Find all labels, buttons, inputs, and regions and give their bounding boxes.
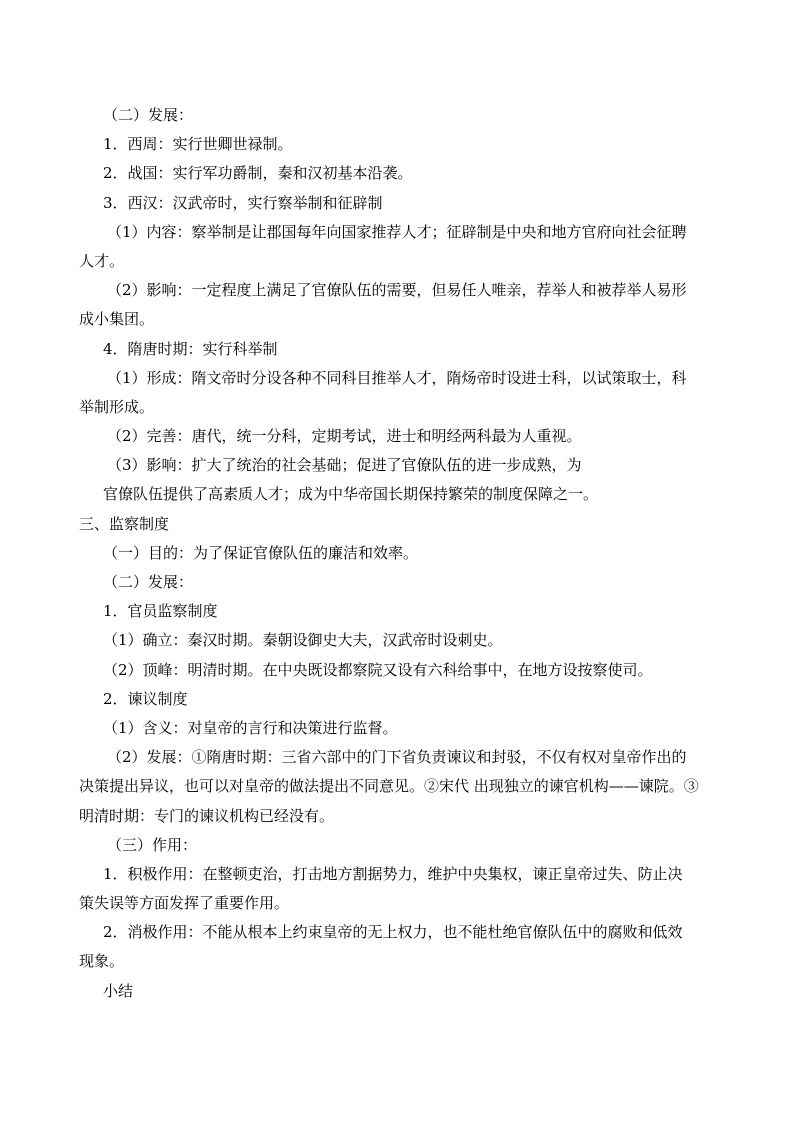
paragraph-line: （3）影响：扩大了统治的社会基础；促进了官僚队伍的进一步成熟，为 bbox=[107, 456, 582, 475]
paragraph-line: 决策提出异议，也可以对皇帝的做法提出不同意见。②宋代 出现独立的谏官机构——谏院。③ bbox=[79, 777, 699, 796]
paragraph-line: 策失误等方面发挥了重要作用。 bbox=[79, 894, 290, 913]
paragraph-line: （2）顶峰：明清时期。在中央既设都察院又设有六科给事中，在地方设按察使司。 bbox=[103, 660, 653, 679]
subsection-heading: （三）作用： bbox=[107, 835, 198, 854]
paragraph-line: （2）完善：唐代，统一分科，定期考试，进士和明经两科最为人重视。 bbox=[107, 427, 582, 446]
section-heading-development: （二）发展： bbox=[103, 106, 194, 124]
paragraph-line: 成小集团。 bbox=[79, 310, 155, 329]
list-item: 3．西汉：汉武帝时，实行察举制和征辟制 bbox=[103, 193, 383, 212]
paragraph-line: 举制形成。 bbox=[79, 397, 155, 416]
section-heading-supervision: 三、监察制度 bbox=[79, 514, 170, 533]
list-item: 1．官员监察制度 bbox=[103, 602, 218, 621]
paragraph-line: 明清时期：专门的谏议机构已经没有。 bbox=[79, 806, 335, 825]
list-item: 1．西周：实行世卿世禄制。 bbox=[103, 135, 293, 154]
paragraph-line: （1）形成：隋文帝时分设各种不同科目推举人才，隋炀帝时设进士科，以试策取士，科 bbox=[107, 368, 687, 387]
subsection-heading: （一）目的：为了保证官僚队伍的廉洁和效率。 bbox=[103, 543, 419, 562]
paragraph-line: （1）含义：对皇帝的言行和决策进行监督。 bbox=[103, 718, 398, 737]
paragraph-line: （1）确立：秦汉时期。秦朝设御史大夫，汉武帝时设刺史。 bbox=[103, 631, 503, 650]
list-item: 2．谏议制度 bbox=[103, 689, 188, 708]
paragraph-line: （1）内容：察举制是让郡国每年向国家推荐人才；征辟制是中央和地方官府向社会征聘 bbox=[107, 222, 687, 241]
paragraph-line: 现象。 bbox=[79, 952, 125, 971]
paragraph-line: 人才。 bbox=[79, 251, 125, 270]
summary-heading: 小结 bbox=[103, 981, 134, 1000]
paragraph-line: （2）发展：①隋唐时期：三省六部中的门下省负责谏议和封驳，不仅有权对皇帝作出的 bbox=[107, 748, 687, 767]
document-body bbox=[79, 101, 729, 1006]
list-item: 1．积极作用：在整顿吏治，打击地方割据势力，维护中央集权，谏正皇帝过失、防止决 bbox=[103, 864, 683, 883]
list-item: 4．隋唐时期：实行科举制 bbox=[103, 339, 278, 358]
list-item: 2．战国：实行军功爵制，秦和汉初基本沿袭。 bbox=[103, 164, 413, 183]
paragraph-line: 官僚队伍提供了高素质人才；成为中华帝国长期保持繁荣的制度保障之一。 bbox=[103, 485, 599, 504]
subsection-heading: （二）发展： bbox=[103, 573, 194, 591]
list-item: 2．消极作用：不能从根本上约束皇帝的无上权力，也不能杜绝官僚队伍中的腐败和低效 bbox=[103, 923, 683, 942]
paragraph-line: （2）影响：一定程度上满足了官僚队伍的需要，但易任人唯亲，荐举人和被荐举人易形 bbox=[107, 281, 687, 300]
